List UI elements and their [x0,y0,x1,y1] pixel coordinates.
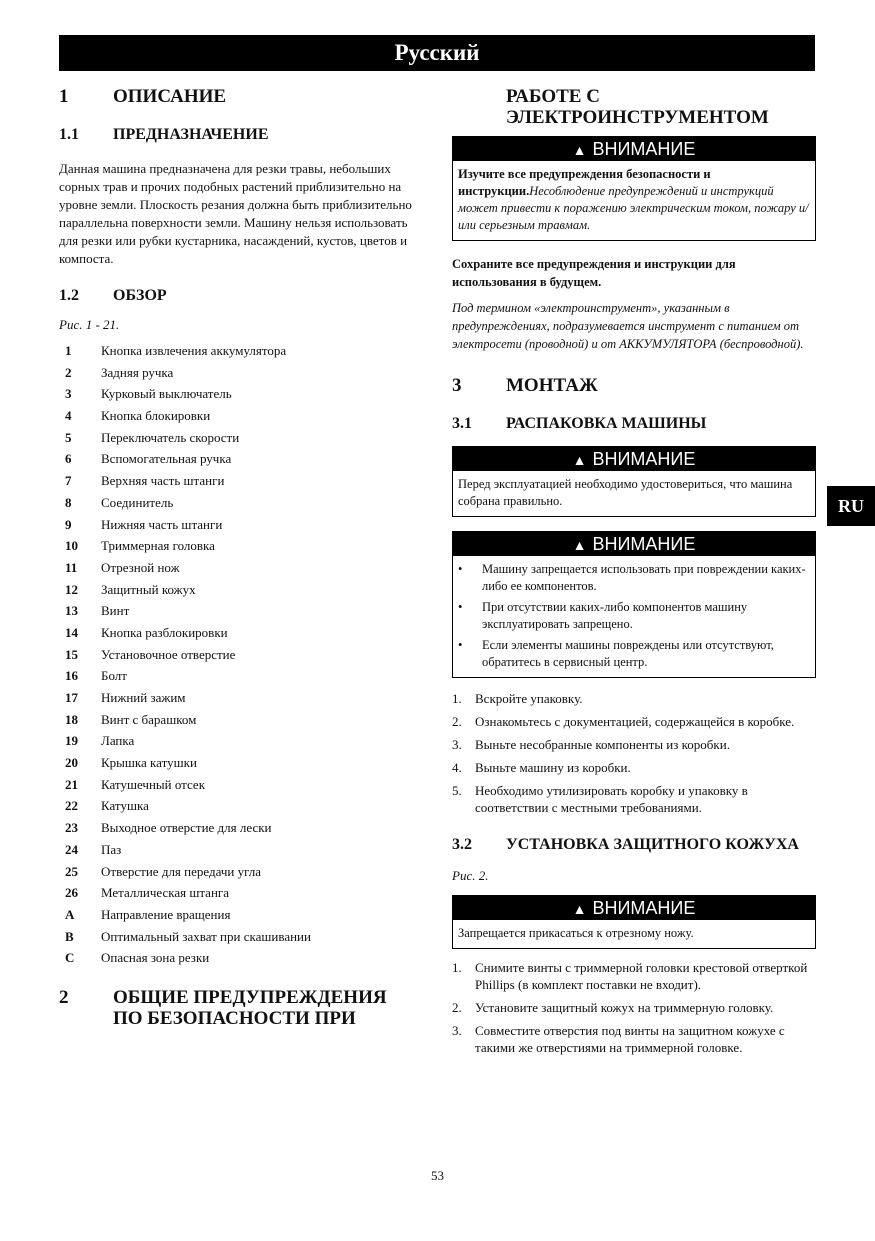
part-label: Лапка [101,733,135,749]
part-number: 15 [65,646,78,662]
part-label: Соединитель [101,494,174,510]
part-label: Крышка катушки [101,755,197,771]
part-list-item [59,839,419,861]
section-number: 1 [59,86,69,107]
warning-header [453,447,815,471]
part-list-item [59,644,419,666]
section-1-1-heading [59,125,419,145]
step-text: Установите защитный кожух на триммерную головку. [475,1000,774,1015]
part-list-item [59,405,419,427]
bullet-text: При отсутствии каких-либо компонентов машину эксплуатировать запрещено. [482,600,748,631]
part-label: Задняя ручка [101,364,174,380]
part-label: Катушечный отсек [101,776,206,792]
warning-body [453,161,815,240]
part-number: 9 [65,516,72,532]
warning-body [453,556,815,677]
part-label: Направление вращения [101,906,231,922]
part-label: Вспомогательная ручка [101,451,232,467]
part-list-item [59,600,419,622]
section-2-heading [59,987,419,1029]
warning-triangle-icon: ▲ [572,142,587,158]
part-list-item [59,557,419,579]
step-text: Совместите отверстия под винты на защитном кожухе с такими же отверстиями на триммерной головке. [475,1023,785,1055]
section-title: ОБЗОР [113,287,167,304]
part-label: Кнопка разблокировки [101,624,228,640]
step-item [452,959,816,993]
bullet-text: Машину запрещается использовать при повреждении каких-либо ее компонентов. [482,562,806,593]
step-number: 2. [452,1000,462,1015]
step-item [452,999,816,1016]
warning-triangle-icon: ▲ [572,452,587,468]
term-definition-text: Под термином «электроинструмент», указанным в предупреждениях, подразумевается инструмент с питанием от электросети (проводной) и от АККУМУЛЯТОРА (беспроводной). [452,301,804,351]
section-title: ОПИСАНИЕ [113,86,227,107]
section-1-heading [59,86,419,107]
step-text: Необходимо утилизировать коробку и упаковку в соответствии с местными требованиями. [475,783,748,815]
bullet-icon: • [458,562,463,576]
section-number: 2 [59,986,69,1008]
warning-label: ВНИМАНИЕ [592,534,696,554]
part-number: 10 [65,538,78,554]
warning-italic-text: Несоблюдение предупреждений и инструкций может привести к поражению электрическим током, пожару и/или серьезным травмам. [458,184,809,232]
part-list-item [59,362,419,384]
warning-box-safety [452,136,816,241]
part-label: Металлическая штанга [101,885,230,901]
section-number: 1.1 [59,126,79,143]
guard-steps [452,959,816,1056]
section-3-1-heading [452,414,816,434]
part-number: 8 [65,494,72,510]
step-item [452,713,816,730]
section-2-heading-continued: РАБОТЕ С ЭЛЕКТРОИНСТРУМЕНТОМ [506,86,769,128]
step-text: Вскройте упаковку. [475,691,583,706]
part-number: 21 [65,776,78,792]
warning-box-components [452,531,816,678]
step-item [452,759,816,776]
part-list-item [59,340,419,362]
section-3-2-heading [452,834,816,855]
part-number: 16 [65,668,78,684]
part-label: Винт [101,603,130,619]
right-column [452,86,816,1062]
warning-bullet [458,599,810,633]
section-title: МОНТАЖ [506,375,598,396]
step-number: 1. [452,691,462,706]
part-list-item [59,752,419,774]
step-text: Ознакомьтесь с документацией, содержащейся в коробке. [475,714,795,729]
section-title: УСТАНОВКА ЗАЩИТНОГО КОЖУХА [506,836,799,853]
figure-caption: Рис. 2. [452,868,489,883]
part-list-item [59,926,419,948]
warning-header [453,896,815,920]
section-number: 1.2 [59,287,79,304]
step-item [452,690,816,707]
part-label: Отверстие для передачи угла [101,863,262,879]
part-list-item [59,448,419,470]
parts-list [59,340,419,969]
left-column [59,86,419,1029]
part-label: Защитный кожух [101,581,196,597]
part-number: 5 [65,429,72,445]
part-number: C [65,950,75,966]
part-label: Нижняя часть штанги [101,516,223,532]
part-number: 1 [65,343,72,358]
part-number: 23 [65,820,78,836]
language-banner: Русский [59,35,815,71]
part-number: 2 [65,364,72,380]
part-number: 13 [65,603,78,619]
part-number: 24 [65,841,78,857]
part-list-item [59,774,419,796]
section-number: 3.1 [452,415,472,432]
warning-label: ВНИМАНИЕ [592,898,696,918]
part-number: 20 [65,755,78,771]
warning-bullet [458,561,810,595]
step-number: 2. [452,714,462,729]
part-list-item [59,709,419,731]
part-label: Верхняя часть штанги [101,473,225,489]
part-list-item [59,817,419,839]
part-label: Курковый выключатель [101,386,232,402]
part-list-item [59,383,419,405]
part-label: Нижний зажим [101,690,186,705]
step-text: Снимите винты с триммерной головки крестовой отверткой Phillips (в комплект поставки не входит). [475,960,808,992]
warning-label: ВНИМАНИЕ [592,139,696,159]
part-list-item [59,687,419,709]
bullet-icon: • [458,600,463,614]
save-instructions-text: Сохраните все предупреждения и инструкции для использования в будущем. [452,257,736,289]
bullet-text: Если элементы машины повреждены или отсутствуют, обратитесь в сервисный центр. [482,638,774,669]
part-label: Триммерная головка [101,538,215,554]
part-label: Паз [101,841,122,857]
step-number: 4. [452,760,462,775]
part-number: 7 [65,473,72,489]
bullet-icon: • [458,638,463,652]
part-list-item [59,904,419,926]
step-number: 3. [452,1023,462,1038]
warning-triangle-icon: ▲ [572,901,587,917]
part-list-item [59,470,419,492]
step-text: Выньте несобранные компоненты из коробки. [475,737,730,752]
part-list-item [59,492,419,514]
part-label: Кнопка извлечения аккумулятора [101,343,287,358]
part-label: Отрезной нож [101,559,180,575]
warning-body: Запрещается прикасаться к отрезному ножу. [458,926,694,940]
part-number: 3 [65,386,72,402]
part-list-item [59,427,419,449]
part-label: Установочное отверстие [101,646,236,662]
section-title: ОБЩИЕ ПРЕДУПРЕЖДЕНИЯ ПО БЕЗОПАСНОСТИ ПРИ [113,986,387,1029]
part-number: 12 [65,581,78,597]
figure-caption: Рис. 1 - 21. [59,317,120,332]
step-number: 1. [452,960,462,975]
page-number: 53 [431,1168,444,1183]
language-tab: RU [827,486,875,526]
part-list-item [59,882,419,904]
step-number: 5. [452,783,462,798]
warning-bullet [458,637,810,671]
warning-label: ВНИМАНИЕ [592,449,696,469]
part-number: 14 [65,624,78,640]
part-label: Катушка [101,798,149,814]
part-label: Винт с барашком [101,711,197,727]
part-list-item [59,535,419,557]
part-number: 18 [65,711,78,727]
part-number: B [65,928,74,944]
part-list-item [59,665,419,687]
section-number: 3.2 [452,836,472,853]
part-label: Переключатель скорости [101,429,240,445]
part-list-item [59,514,419,536]
part-number: 11 [65,559,78,575]
warning-box-blade [452,895,816,949]
section-title: РАСПАКОВКА МАШИНЫ [506,415,707,432]
part-label: Выходное отверстие для лески [101,820,272,836]
step-item [452,782,816,816]
part-number: 6 [65,451,72,467]
part-number: 26 [65,885,78,901]
step-number: 3. [452,737,462,752]
part-number: A [65,906,75,922]
warning-header [453,532,815,556]
part-list-item [59,622,419,644]
warning-body: Перед эксплуатацией необходимо удостовериться, что машина собрана правильно. [458,477,793,508]
section-1-2-heading [59,286,419,306]
part-list-item [59,861,419,883]
part-label: Кнопка блокировки [101,408,211,424]
part-list-item [59,730,419,752]
part-number: 4 [65,408,72,424]
part-label: Болт [101,668,127,684]
warning-header [453,137,815,161]
part-number: 19 [65,733,78,749]
part-label: Оптимальный захват при скашивании [101,928,311,944]
part-number: 17 [65,690,78,705]
part-list-item [59,579,419,601]
warning-bold-text: Изучите все предупреждения безопасности и инструкции. [458,167,711,198]
section-title: ПРЕДНАЗНАЧЕНИЕ [113,126,269,143]
part-list-item [59,795,419,817]
section-number: 3 [452,375,462,396]
intended-use-text: Данная машина предназначена для резки травы, небольших сорных трав и прочих подобных растений приблизительно на уровне земли. Плоскость резания должна быть приблизительно параллельна поверхности земли. Машину нельзя использовать для резки или рубки кустарника, насаждений, кустов, цветов и компоста. [59,161,412,266]
warning-box-assembly [452,446,816,517]
part-number: 22 [65,798,78,814]
part-list-item [59,947,419,969]
warning-triangle-icon: ▲ [572,537,587,553]
section-3-heading [452,375,816,396]
step-item [452,1022,816,1056]
part-number: 25 [65,863,78,879]
step-item [452,736,816,753]
part-label: Опасная зона резки [101,950,210,966]
step-text: Выньте машину из коробки. [475,760,631,775]
unpacking-steps [452,690,816,816]
